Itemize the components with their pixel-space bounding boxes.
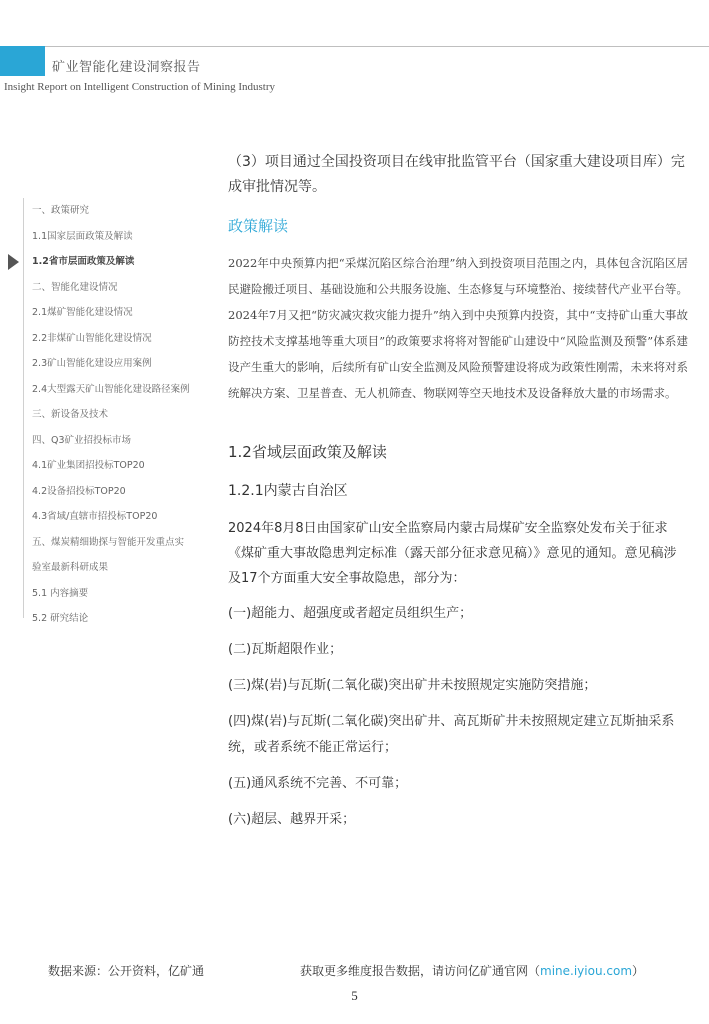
- data-source: 数据来源：公开资料，亿矿通: [48, 964, 205, 978]
- toc-item-label: 5.2 研究结论: [32, 613, 89, 624]
- policy-interpretation-text: 2022年中央预算内把“采煤沉陷区综合治理”纳入到投资项目范围之内，具体包含沉陷区居民避险搬迁项目、基础设施和公共服务设施、生态修复与环境整治、接续替代产业平台等。2024年7月又把“防灾减灾救灾能力提升”纳入到中央预算内投资，其中“支持矿山重大事故防控技术支撑基地等重大项目”的政策要求将将对智能矿山建设中“风险监测及预警”体系建设产生重大的影响，后续所有矿山安全监测及风险预警建设将成为政策性刚需，未来将对系统解决方案、卫星普查、无人机筛查、物联网等空天地技术及设备释放大量的市场需求。: [228, 256, 688, 400]
- toc-item-label: 一、政策研究: [32, 205, 90, 216]
- toc-item[interactable]: [18, 606, 218, 632]
- toc-item-label: 5.1 内容摘要: [32, 587, 89, 599]
- toc-item[interactable]: [18, 249, 218, 275]
- main-content: [228, 150, 688, 833]
- page-number: 5: [351, 988, 358, 1003]
- toc-item-label: 验室最新科研成果: [32, 562, 109, 573]
- toc-item[interactable]: [18, 224, 218, 250]
- hazard-list-item: (一)超能力、超强度或者超定员组织生产；: [228, 606, 473, 621]
- toc-item-label: 三、新设备及技术: [32, 409, 109, 420]
- toc-item-label: 4.3省域/直辖市招投标TOP20: [32, 511, 158, 522]
- criteria-item-3: （3）项目通过全国投资项目在线审批监管平台（国家重大建设项目库）完成审批情况等。: [228, 154, 685, 195]
- toc-item-label: 四、Q3矿业招投标市场: [32, 434, 132, 446]
- toc-item[interactable]: [18, 479, 218, 505]
- toc-item[interactable]: [18, 581, 218, 607]
- toc-item[interactable]: [18, 453, 218, 479]
- hazard-list: [228, 601, 688, 833]
- footer-more-prefix: 获取更多维度报告数据，请访问亿矿通官网（: [300, 964, 541, 978]
- toc-item[interactable]: [18, 351, 218, 377]
- toc-item[interactable]: [18, 555, 218, 581]
- header-divider: [0, 46, 709, 47]
- toc-item-label: 4.1矿业集团招投标TOP20: [32, 460, 145, 471]
- header-accent-block: [0, 46, 45, 76]
- intro-paragraph: 2024年8月8日由国家矿山安全监察局内蒙古局煤矿安全监察处发布关于征求《煤矿重大事故隐患判定标准（露天部分征求意见稿）》意见的通知。意见稿涉及17个方面重大安全事故隐患，部分为：: [228, 521, 677, 586]
- toc-item-label: 1.2省市层面政策及解读: [32, 256, 135, 267]
- website-link[interactable]: mine.iyiou.com: [540, 964, 633, 978]
- toc-item-label: 2.2非煤矿山智能化建设情况: [32, 332, 152, 344]
- footer-more-info: [300, 962, 644, 979]
- toc-item[interactable]: [18, 402, 218, 428]
- toc-item[interactable]: [18, 300, 218, 326]
- hazard-list-item: (五)通风系统不完善、不可靠；: [228, 776, 408, 791]
- hazard-list-item: (二)瓦斯超限作业；: [228, 642, 343, 657]
- toc-item[interactable]: [18, 377, 218, 403]
- toc-item[interactable]: [18, 428, 218, 454]
- toc-item-label: 2.1煤矿智能化建设情况: [32, 307, 133, 318]
- table-of-contents: [18, 198, 218, 632]
- toc-item[interactable]: [18, 326, 218, 352]
- toc-item-label: 2.4大型露天矿山智能化建设路径案例: [32, 383, 190, 395]
- toc-item-label: 二、智能化建设情况: [32, 281, 118, 293]
- toc-item-label: 五、煤炭精细勘探与智能开发重点实: [32, 536, 185, 548]
- toc-item[interactable]: [18, 275, 218, 301]
- report-title: 矿业智能化建设洞察报告: [52, 60, 201, 75]
- report-subtitle: Insight Report on Intelligent Construction of Mining Industry: [4, 81, 276, 93]
- toc-item[interactable]: [18, 530, 218, 556]
- toc-item[interactable]: [18, 504, 218, 530]
- toc-item[interactable]: [18, 198, 218, 224]
- hazard-list-item: (三)煤(岩)与瓦斯(二氧化碳)突出矿井未按照规定实施防突措施；: [228, 678, 597, 693]
- footer-more-suffix: ）: [632, 964, 645, 978]
- hazard-list-item: (六)超层、越界开采；: [228, 812, 356, 827]
- toc-item-label: 1.1国家层面政策及解读: [32, 230, 133, 242]
- toc-item-label: 2.3矿山智能化建设应用案例: [32, 358, 152, 369]
- hazard-list-item: (四)煤(岩)与瓦斯(二氧化碳)突出矿井、高瓦斯矿井未按照规定建立瓦斯抽采系统，或者系统不能正常运行；: [228, 714, 675, 755]
- section-title: 1.2省域层面政策及解读: [228, 443, 387, 461]
- policy-interpretation-heading: 政策解读: [228, 217, 289, 235]
- subsection-title: 1.2.1内蒙古自治区: [228, 483, 348, 499]
- toc-item-label: 4.2设备招投标TOP20: [32, 485, 126, 497]
- current-section-arrow-icon: [8, 254, 19, 270]
